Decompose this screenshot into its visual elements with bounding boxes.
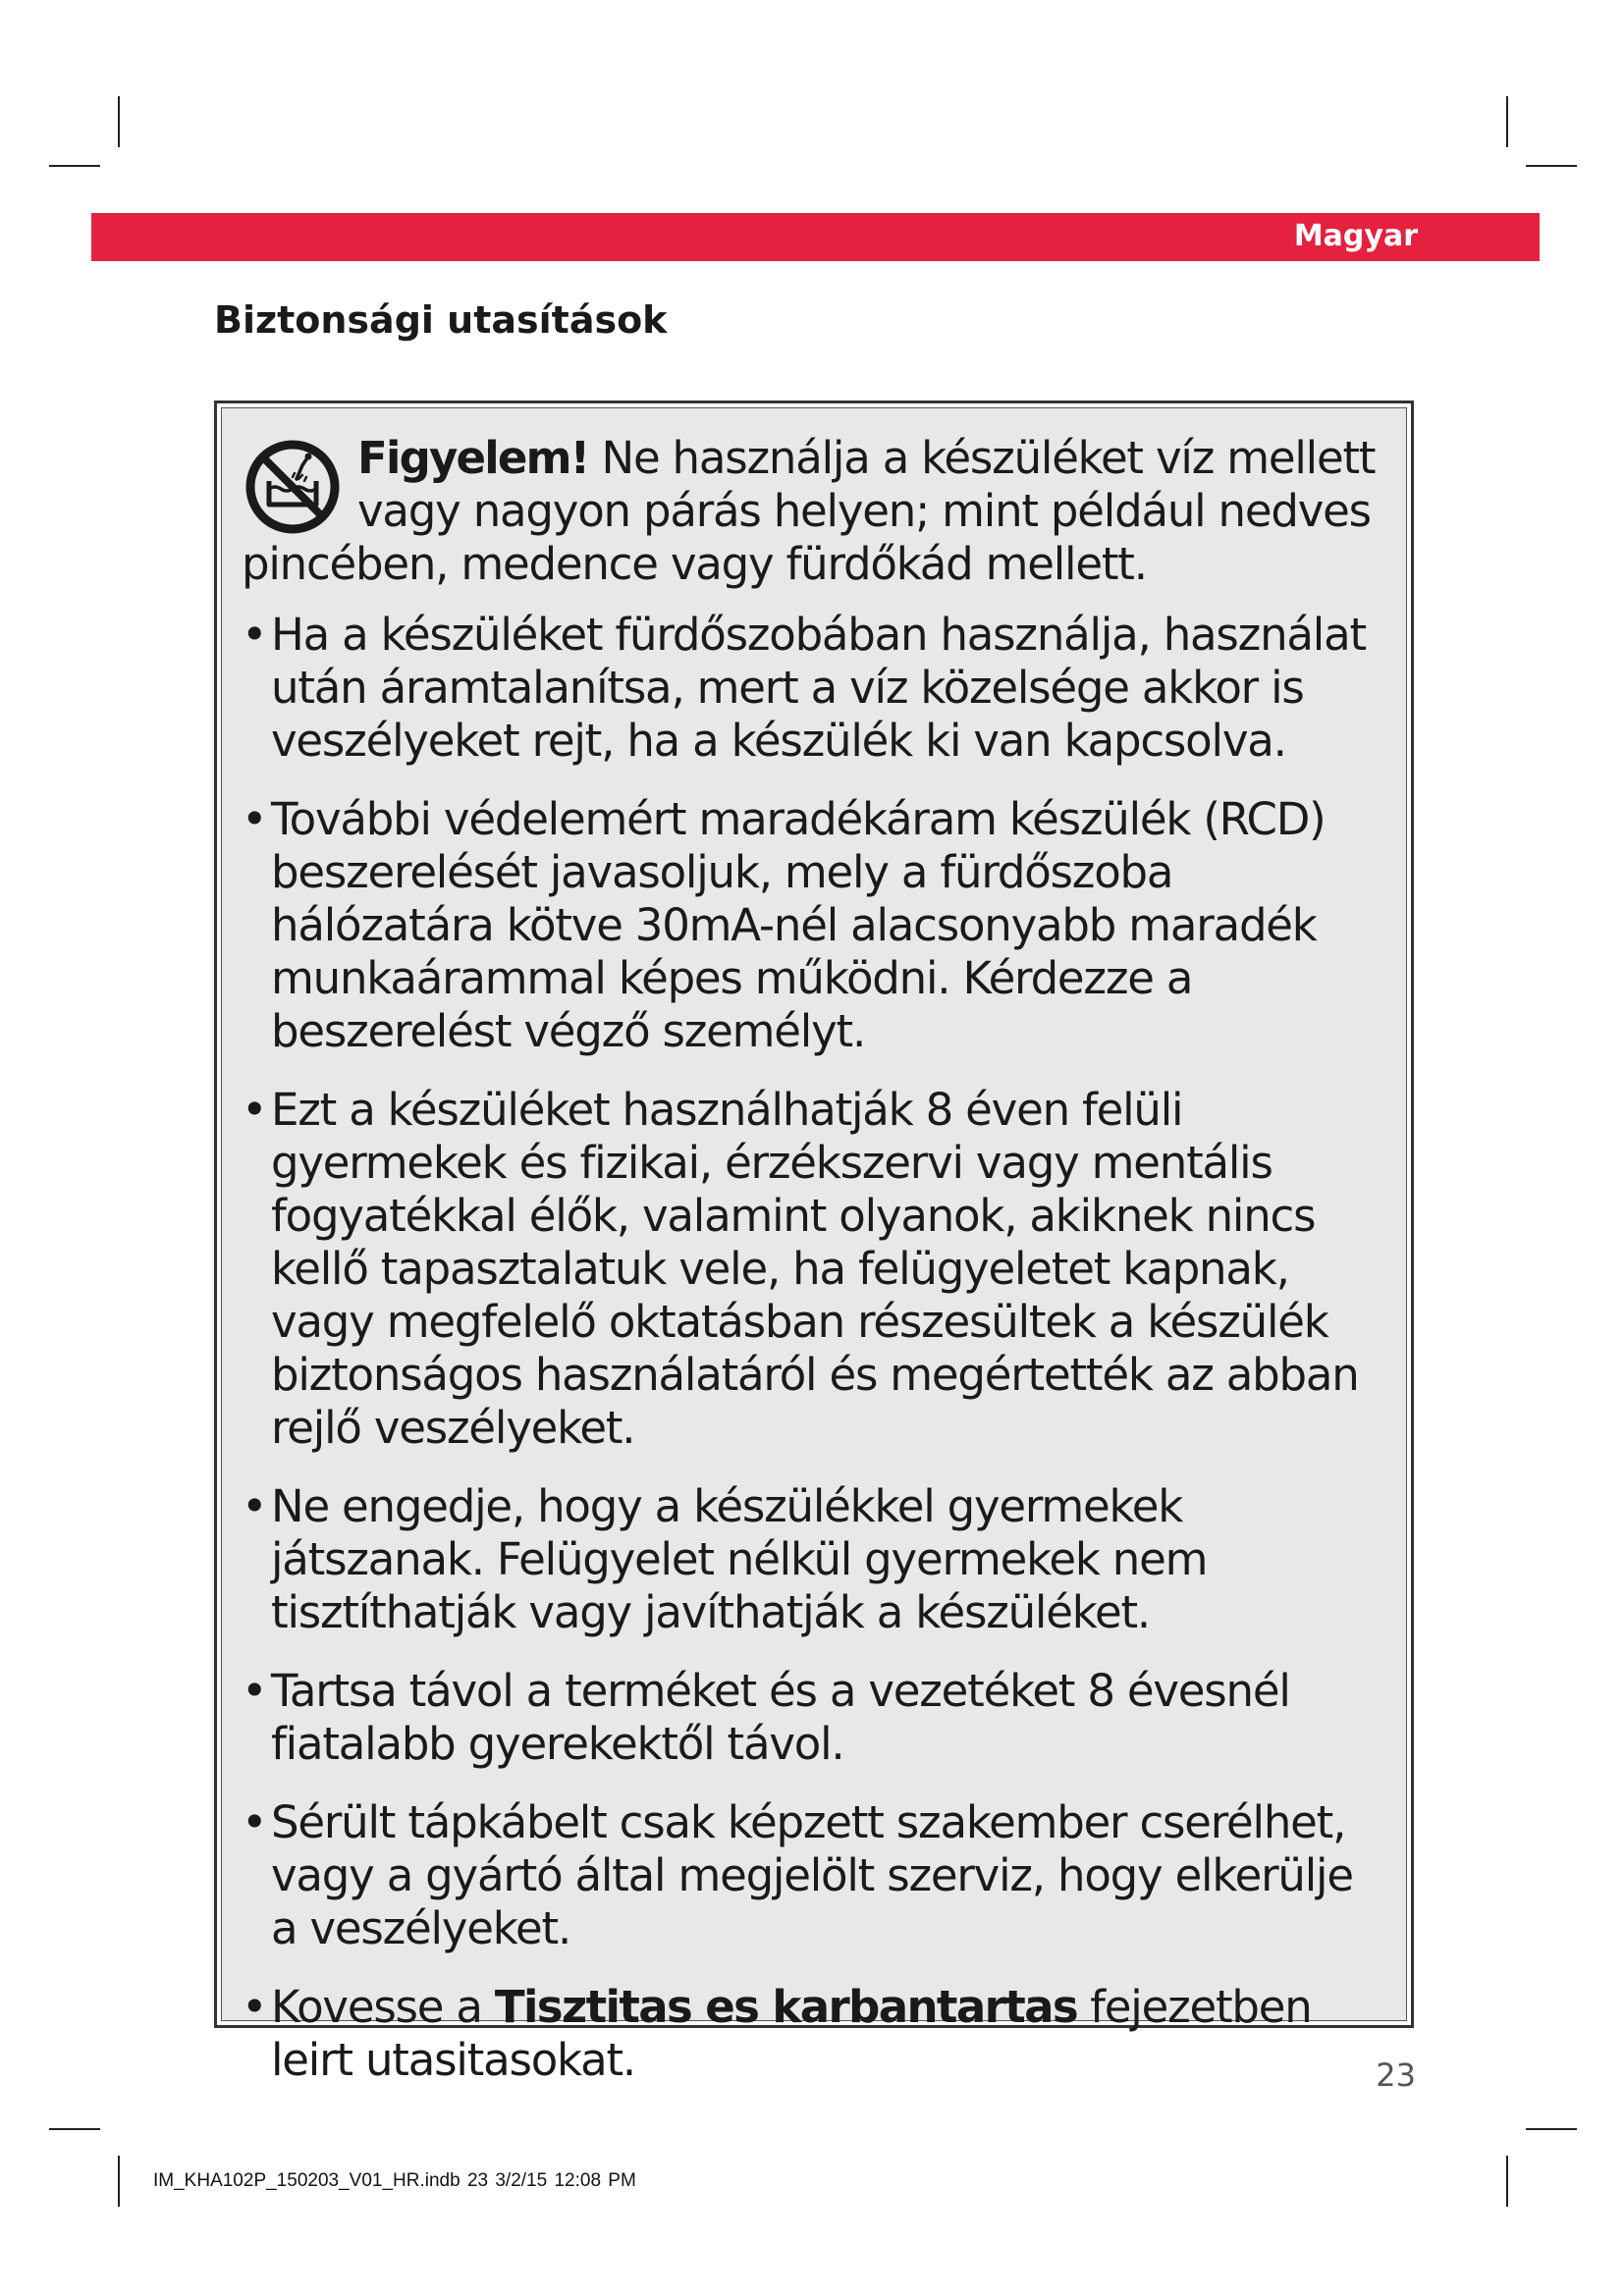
no-water-bath-icon <box>242 436 344 538</box>
warning-intro <box>242 432 1390 591</box>
crop-mark-bottom-right-horizontal <box>1526 2128 1577 2130</box>
language-bar <box>91 213 1540 261</box>
crop-mark-bottom-left-horizontal <box>49 2128 100 2130</box>
warning-intro-text: Ne használja a készüléket víz mellett vagy nagyon párás helyen; mint például nedves pincében, medence vagy fürdőkád mellett. <box>242 432 1376 590</box>
list-item: • Ha a készüléket fürdőszobában használja, használat után áramtalanítsa, mert a víz közelsége akkor is veszélyeket rejt, ha a készülék ki van kapcsolva. <box>242 609 1390 768</box>
list-item: • Ezt a készüléket használhatják 8 éven felüli gyermekek és fizikai, érzékszervi vagy mentális fogyatékkal élők, valamint olyanok, akiknek nincs kellő tapasztalatuk vele, ha felügyeletet kapnak, vagy megfelelő oktatásban részesültek a készülék biztonságos használatáról és megértették az abban rejlő veszélyeket. <box>242 1084 1390 1455</box>
maintenance-chapter-name: Tisztitas es karbantartas <box>494 1981 1078 2033</box>
crop-mark-top-left-vertical <box>118 96 120 147</box>
list-item: • Ne engedje, hogy a készülékkel gyermekek játszanak. Felügyelet nélkül gyermekek nem tisztíthatják vagy javíthatják a készüléket. <box>242 1480 1390 1639</box>
crop-mark-top-right-vertical <box>1506 96 1508 147</box>
crop-mark-bottom-left-vertical <box>118 2156 120 2207</box>
print-slug: IM_KHA102P_150203_V01_HR.indb 23 3/2/15 12:08 PM <box>153 2170 636 2191</box>
crop-mark-top-left-horizontal <box>49 165 100 167</box>
maintenance-text-after: fejezetben leirt utasitasokat. <box>271 1981 1312 2086</box>
warning-label: Figyelem! <box>357 432 589 484</box>
list-item: • Sérült tápkábelt csak képzett szakember cserélhet, vagy a gyártó által megjelölt szerviz, hogy elkerülje a veszélyeket. <box>242 1796 1390 1955</box>
list-item: • Tartsa távol a terméket és a vezetéket 8 évesnél fiatalabb gyerekektől távol. <box>242 1665 1390 1771</box>
safety-instructions-list <box>242 609 1390 2087</box>
page-number: 23 <box>1376 2056 1416 2094</box>
list-item-maintenance <box>242 1981 1390 2087</box>
list-item: • További védelemért maradékáram készülék (RCD) beszerelését javasoljuk, mely a fürdőszoba hálózatára kötve 30mA-nél alacsonyabb maradék munkaárammal képes működni. Kérdezze a beszerelést végző személyt. <box>242 793 1390 1058</box>
section-title: Biztonsági utasítások <box>214 298 668 342</box>
crop-mark-bottom-right-vertical <box>1506 2156 1508 2207</box>
maintenance-text-before: Kovesse a <box>271 1981 495 2033</box>
language-label: Magyar <box>1293 219 1418 253</box>
crop-mark-top-right-horizontal <box>1526 165 1577 167</box>
